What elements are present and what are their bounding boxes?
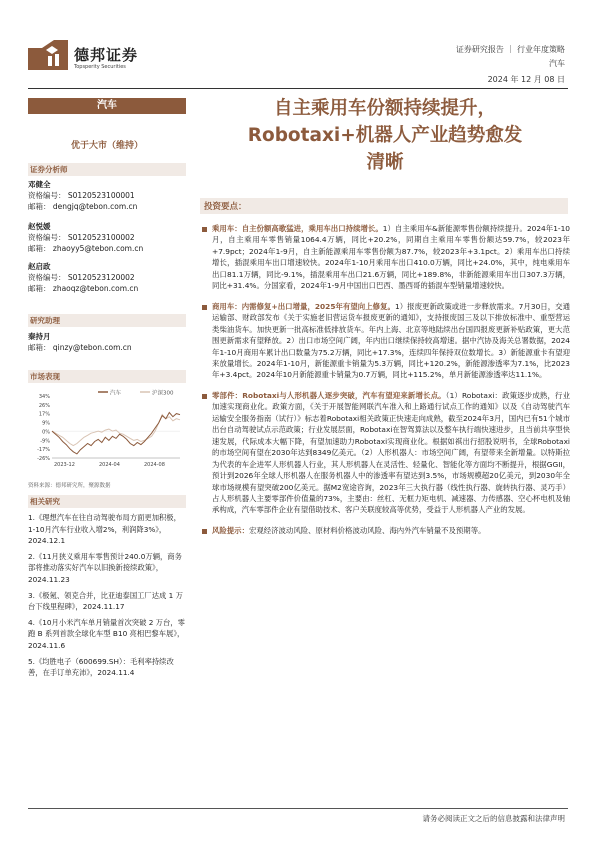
chart-source-note: 资料来源：德邦研究所，聚源数据 (28, 483, 111, 489)
key-point-text: （1）Robotaxi：政策逐步成熟，行业加速实现商业化。政策方面，《关于开展智能网联汽车准入和上路通行试点工作的通知》以及《自动驾驶汽车运输安全服务指南（试行）》标志着Robotaxi相关政策正快速走向成熟，截至2024年3月，国内已有51个城市出台自动驾驶试点示范政策；行业发展层面，Robotaxi在智驾算法以及整车执行端快速进步，且当前共享型快速发展，代际成本大幅下降，有望加速助力Robotaxi实现商业化。根据如祺出行招股说明书，全球Robotaxi的市场空间有望在2030年达到8349亿美元。（2）人形机器人：市场空间广阔，有望带来全新增量。以特斯拉为代表的车企进军人形机器人行业，其人形机器人在灵活性、轻量化、智能化等方面均不断提升，根据GGII，预计到2026年全球人形机器人在服务机器人中的渗透率有望达到3.5%，市场规模超20亿美元，到2030年全球市场规模有望突破200亿美元。据M2宽途咨询，2023年三大执行器（线性执行器、旋转执行器、灵巧手）占人形机器人主要零部件价值量的73%，主要由：丝杠、无框力矩电机、减速器、力传感器、空心杯电机及轴承构成，汽车零部件企业有望借助技术、客户关联度较高等优势，受益于人形机器人产业的发展。 (212, 390, 570, 515)
analyst-name: 邓健全 (28, 180, 51, 189)
rating: 优于大市（维持） (70, 141, 143, 151)
key-point-commercial-vehicles (200, 301, 570, 381)
y-tick-label: 34% (38, 394, 50, 400)
analysts-heading: 证券分析师 (28, 163, 186, 176)
analyst-email[interactable]: 邮箱： dengjq@tebon.com.cn (28, 202, 138, 212)
title-line: 自主乘用车份额持续提升， (273, 98, 496, 119)
related-research-list (28, 512, 188, 683)
key-points-list (200, 223, 570, 545)
report-title (200, 95, 570, 176)
market-heading: 市场表现 (28, 370, 186, 383)
assistant-email[interactable]: 邮箱： qinzy@tebon.com.cn (28, 343, 132, 353)
x-tick-label: 2023-12 (54, 462, 75, 468)
report-industry: 汽车 (549, 59, 565, 68)
analyst-name: 赵启政 (28, 262, 51, 271)
title-line: 清晰 (366, 152, 404, 173)
related-item[interactable]: 2.《11月狭义乘用车零售预计240.0万辆，商务部将推动落实好汽车以旧换新接续政策》，2024.11.23 (28, 551, 182, 584)
analyst-cert: 资格编号： S0120523100001 (28, 191, 135, 201)
title-line: Robotaxi+机器人产业趋势愈发 (247, 125, 523, 146)
related-item[interactable]: 3.《极氪、领克合并，比亚迪泰国工厂达成 1 万台下线里程碑》，2024.11.17 (28, 590, 183, 612)
related-heading: 相关研究 (28, 495, 186, 508)
bullet-square-icon (202, 227, 207, 232)
key-point-lead: 商用车：内需修复+出口增量，2025年有望向上修复。 (212, 301, 395, 311)
bullet-square-icon (202, 394, 207, 399)
y-tick-label: -9% (40, 438, 50, 445)
footer-divider (28, 808, 568, 809)
y-tick-label: 26% (38, 402, 50, 409)
y-tick-label: 17% (38, 411, 50, 418)
legend-label: 汽车 (110, 390, 122, 397)
y-tick-label: -17% (37, 447, 50, 454)
related-item[interactable]: 1.《理想汽车在往自动驾驶布局方面更加积极，1-10月汽车行业收入增2%，利润降3%》，2024.12.1 (28, 513, 181, 546)
x-tick-label: 2024-04 (99, 462, 120, 468)
analyst-cert: 资格编号： S0120523120002 (28, 273, 135, 283)
industry-label: 汽车 (28, 98, 186, 114)
related-item[interactable]: 4.《10月小米汽车单月销量首次突破 2 万台，零跑 B 系列首款全球化车型 B10 亮相巴黎车展》，2024.11.6 (28, 617, 185, 650)
footer-disclaimer: 请务必阅读正文之后的信息披露和法律声明 (422, 814, 565, 823)
report-type: 证券研究报告 ｜ 行业年度策略 (455, 45, 565, 54)
analyst-2 (28, 221, 186, 255)
y-tick-label: -26% (37, 456, 50, 462)
series-line-auto (52, 413, 180, 454)
analyst-name: 赵悦媛 (28, 222, 51, 231)
key-point-text: 宏观经济波动风险、原材料价格波动风险、海内外汽车销量不及预期等。 (248, 525, 486, 535)
analyst-3 (28, 261, 186, 295)
assistant-heading: 研究助理 (28, 314, 186, 327)
related-item[interactable]: 5.《均胜电子（600699.SH）：毛利率持续改善，在手订单充沛》，2024.11.4 (28, 656, 174, 678)
key-point-passenger-cars (200, 223, 570, 292)
x-tick-label: 2024-08 (144, 462, 165, 468)
key-point-components (200, 390, 570, 516)
analyst-1 (28, 179, 186, 213)
company-logo (28, 40, 68, 70)
key-points-label: 投资要点： (204, 202, 247, 212)
key-point-text: 1）自主乘用车&新能源零售份额持续提升。2024年1-10月，自主乘用车零售销量1064.4万辆，同比+20.2%，同期自主乘用车零售份额达59.7%，较2023年+7.9pct；2024年1-9月，自主新能源乘用车零售份额为87.7%，较2023年+3.1pct。2）乘用车出口持续增长，插混乘用车出口增速较快。2024年1-10月乘用车出口410.0万辆，同比+24.0%，其中，纯电乘用车出口81.1万辆，同比-9.1%，插混乘用车出口21.6万辆，同比+189.8%，非新能源乘用车出口307.3万辆，同比+31.4%。分国家看，2024年1-9月中国出口巴西、墨西哥的插混车型销量增速较快。 (212, 224, 570, 291)
key-point-lead: 乘用车：自主份额高歌猛进，乘用车出口持续增长。 (212, 224, 383, 233)
brand-name-cn: 德邦证券 (74, 46, 139, 64)
bullet-square-icon (202, 529, 207, 534)
key-point-risks (200, 525, 570, 536)
key-point-lead: 风险提示： (212, 525, 249, 535)
assistant-name: 秦持月 (28, 332, 51, 341)
analyst-cert: 资格编号： S0120523100002 (28, 233, 135, 243)
key-point-lead: 零部件：Robotaxi与人形机器人逐步突破，汽车有望迎来新增长点。 (212, 390, 446, 400)
report-date: 2024 年 12 月 08 日 (487, 75, 565, 84)
y-tick-label: 9% (42, 420, 50, 427)
legend-label: 沪深300 (152, 390, 174, 397)
key-point-text: 1）报废更新政策或进一步释放需求。7月30日，交通运输部、财政部发布《关于实施老旧营运货车报废更新的通知》，支持报废国三及以下排放标准中、重型营运类柴油货车。加快更新一批高标准低排放货车。年内上海、北京等地陆续出台国四报废更新补贴政策，更大范围更新需求有望释放。2）出口市场空间广阔，年内出口继续保持较高增速。据中汽协及海关总署数据，2024年1-10月商用车累计出口数量为75.2万辆，同比+17.3%，连续四年保持双位数增长。3）新能源重卡有望迎来放量增长。2024年1-10月，新能源重卡销量为5.3万辆，同比+120.2%，新能源渗透率为7.1%，比2023年+3.4pct。2024年10月新能源重卡销量为0.7万辆，同比+115.2%，单月新能源渗透率达11.1%。 (212, 301, 571, 380)
research-assistant (28, 331, 186, 353)
y-tick-label: 0% (42, 429, 50, 436)
bullet-square-icon (202, 305, 207, 310)
brand-name-en: Topsperity Securities (74, 64, 126, 70)
key-points-bar (200, 198, 568, 214)
market-performance-chart (28, 388, 186, 472)
analyst-email[interactable]: 邮箱： zhaoyy5@tebon.com.cn (28, 244, 144, 254)
header-divider (28, 88, 568, 89)
analyst-email[interactable]: 邮箱： zhaoqz@tebon.com.cn (28, 284, 139, 294)
